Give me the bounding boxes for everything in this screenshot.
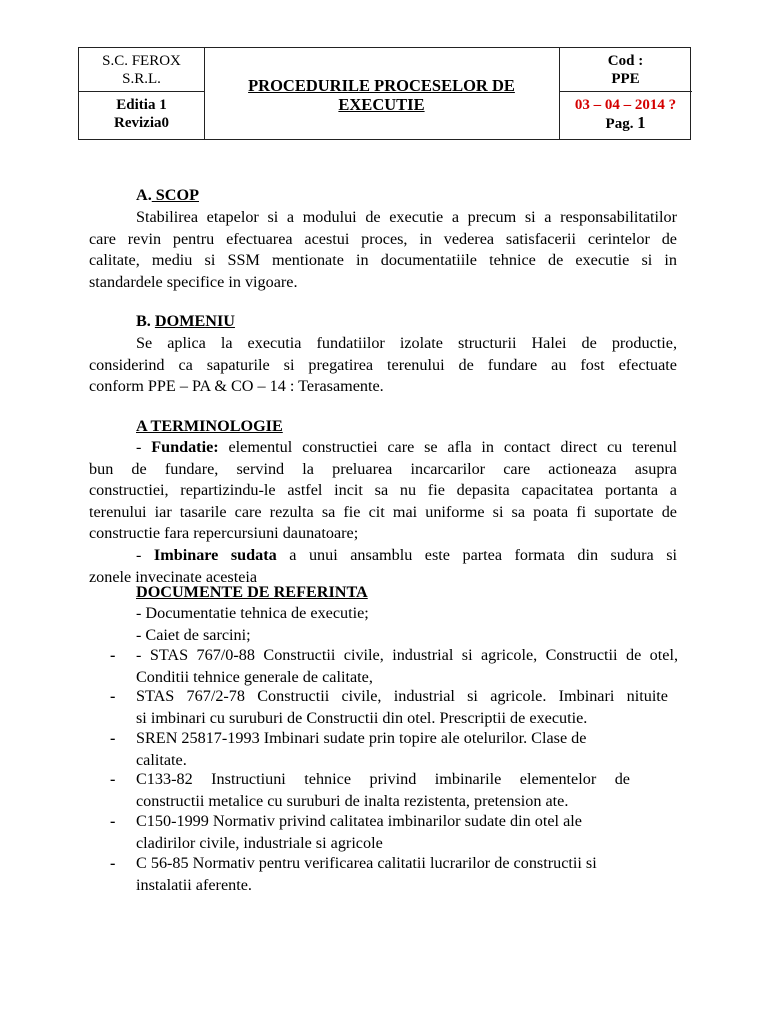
title-line: EXECUTIE	[338, 95, 425, 114]
bullet-dash-icon: -	[110, 770, 116, 788]
reference-item: - Documentatie tehnica de executie;	[136, 604, 369, 622]
definition-text: elementul constructiei care se afla in contact direct cu terenul	[218, 438, 677, 456]
definition-term: Imbinare sudata	[153, 545, 277, 564]
page-info	[559, 114, 692, 133]
reference-plain-list	[136, 603, 369, 646]
paragraph-line: Stabilirea etapelor si a modului de executie a precum si a responsabilitatilor	[136, 208, 677, 226]
section-title: A TERMINOLOGIE	[136, 417, 283, 435]
section-body-domeniu	[89, 333, 677, 398]
reference-line: C150-1999 Normativ privind calitatea imbinarilor sudate din otel ale	[136, 812, 582, 830]
reference-text	[136, 769, 630, 812]
code-label: Cod :	[607, 53, 644, 69]
reference-line: C 56-85 Normativ pentru verificarea calitatii lucrarilor de constructii si	[136, 854, 597, 872]
paragraph-line: bun de fundare, servind la preluarea incarcarilor care actioneaza asupra	[89, 459, 677, 478]
page-label: Pag.	[605, 116, 634, 132]
reference-line: STAS 767/2-78 Constructii civile, industrial si agricole. Imbinari nituite	[136, 687, 668, 705]
reference-line: calitate.	[136, 750, 187, 769]
reference-item: - Caiet de sarcini;	[136, 625, 251, 644]
definition-dash: -	[136, 545, 154, 564]
reference-line: constructii metalice cu suruburi de inalta rezistenta, pretension ate.	[136, 791, 569, 810]
reference-line: instalatii aferente.	[136, 875, 252, 894]
section-prefix: B.	[136, 312, 151, 330]
company-name	[79, 52, 204, 88]
document-header-table	[78, 47, 691, 140]
section-prefix: A.	[136, 186, 152, 204]
reference-line: C133-82 Instructiuni tehnice privind imbinarile elementelor de	[136, 770, 630, 788]
section-heading-terminologie	[136, 416, 283, 438]
definition-imbinare	[89, 545, 677, 567]
paragraph-line: calitate, mediu si SSM mentionate in documentatiile tehnice de executie si in	[89, 251, 677, 270]
definition-fundatie	[89, 437, 677, 459]
company-name-line: S.R.L.	[122, 71, 161, 87]
section-title: SCOP	[151, 186, 199, 204]
paragraph-line: Se aplica la executia fundatiilor izolate structurii Halei de productie,	[136, 334, 677, 352]
definition-dash: -	[136, 438, 152, 456]
revision-label: Revizia0	[114, 115, 169, 131]
paragraph-line: care revin pentru efectuarea acestui proces, in vederea satisfacerii cerintelor de	[89, 229, 677, 248]
paragraph-line: terenului iar tasarile care rezulta sa fie cit mai uniforme si sa poata fi suportate de	[89, 502, 677, 521]
section-heading-domeniu	[136, 311, 235, 333]
reference-text	[136, 728, 656, 771]
edition-info	[79, 96, 204, 132]
paragraph-line: constructie fara repercursiuni daunatoare;	[89, 524, 359, 543]
paragraph-line: constructiei, repartizindu-le astfel incit sa nu fie depasita capacitatea portanta a	[89, 481, 677, 500]
document-code	[559, 52, 692, 88]
bullet-dash-icon: -	[110, 646, 116, 664]
section-heading-referinta	[136, 582, 368, 604]
bullet-dash-icon: -	[110, 854, 116, 872]
document-date: 03 – 04 – 2014 ?	[574, 97, 677, 113]
paragraph-line: standardele specifice in vigoare.	[89, 272, 298, 291]
reference-line: si imbinari cu suruburi de Constructii din otel. Prescriptii de executie.	[136, 708, 588, 727]
reference-line: cladirilor civile, industriale si agricole	[136, 833, 383, 852]
paragraph-line: considerind ca sapaturile si pregatirea terenului de fundare au fost efectuate	[89, 355, 677, 374]
section-body-scop	[89, 207, 677, 293]
edition-label: Editia 1	[116, 97, 167, 113]
definition-term: Fundatie:	[151, 438, 219, 456]
paragraph-line: zonele invecinate acesteia	[89, 567, 258, 586]
reference-line: - STAS 767/0-88 Constructii civile, industrial si agricole, Constructii de otel,	[136, 646, 678, 664]
section-heading-scop	[136, 185, 199, 207]
header-divider	[79, 91, 204, 92]
page-number: 1	[637, 113, 646, 132]
header-divider	[559, 91, 692, 92]
section-body-terminologie	[89, 437, 677, 588]
reference-text	[136, 853, 676, 896]
company-name-line: S.C. FEROX	[102, 53, 181, 69]
section-title: DOCUMENTE DE REFERINTA	[136, 583, 368, 601]
paragraph-line: conform PPE – PA & CO – 14 : Terasamente.	[89, 377, 384, 396]
document-title	[204, 76, 559, 114]
date-page-info	[559, 96, 692, 133]
reference-line: Conditii tehnice generale de calitate,	[136, 667, 373, 686]
section-title: DOMENIU	[154, 312, 235, 330]
bullet-dash-icon: -	[110, 812, 116, 830]
definition-text: a unui ansamblu este partea formata din sudura si	[276, 545, 678, 564]
reference-text	[136, 811, 676, 854]
bullet-dash-icon: -	[110, 687, 116, 705]
reference-text	[136, 686, 668, 729]
reference-line: SREN 25817-1993 Imbinari sudate prin topire ale otelurilor. Clase de	[136, 729, 587, 747]
title-line: PROCEDURILE PROCESELOR DE	[248, 76, 515, 95]
reference-text	[136, 645, 678, 688]
bullet-dash-icon: -	[110, 729, 116, 747]
code-value: PPE	[611, 71, 640, 87]
